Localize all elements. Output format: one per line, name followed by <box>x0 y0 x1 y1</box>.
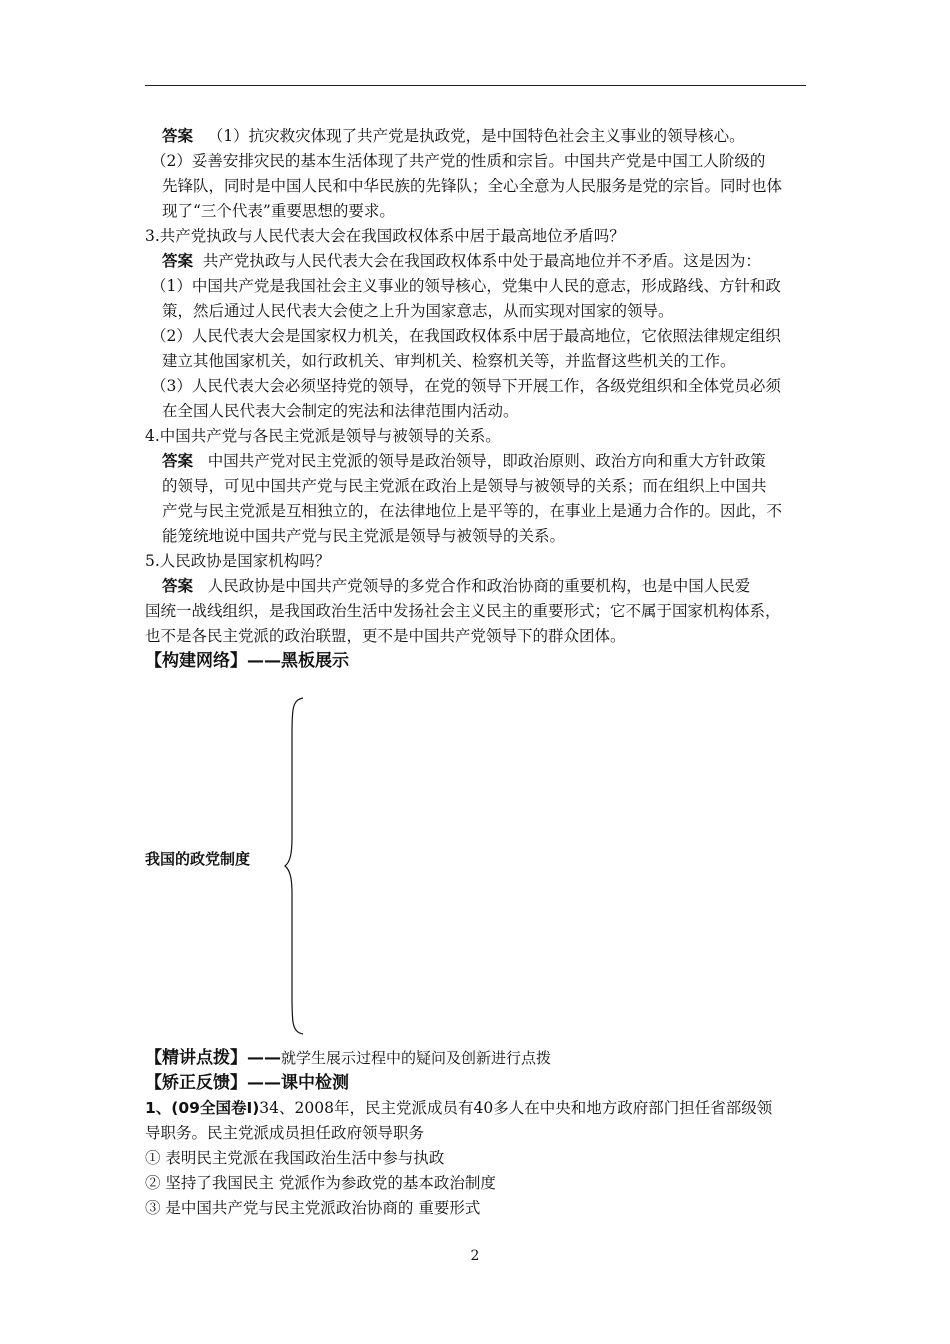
q3-answer-line: 答案 共产党执政与人民代表大会在我国政权体系中处于最高地位并不矛盾。这是因为： <box>162 252 761 270</box>
header-rule <box>145 85 806 86</box>
answer-label: 答案 <box>162 252 194 270</box>
exercise-stem-line-2: 导职务。民主党派成员担任政府领导职务 <box>145 1124 425 1142</box>
exercise-option-1: ① 表明民主党派在我国政治生活中参与执政 <box>145 1149 445 1167</box>
question-4: 4.中国共产党与各民主党派是领导与被领导的关系。 <box>145 427 501 445</box>
exercise-source: 1、(09全国卷Ⅰ) <box>145 1099 260 1117</box>
exercise-option-3: ③ 是中国共产党与民主党派政治协商的 重要形式 <box>145 1199 481 1217</box>
q3-point-2a: （2）人民代表大会是国家权力机关，在我国政权体系中居于最高地位，它依照法律规定组织 <box>151 327 781 345</box>
section-feedback-heading: 【矫正反馈】——课中检测 <box>145 1073 349 1093</box>
q5-answer-line-2: 国统一战线组织，是我国政治生活中发扬社会主义民主的重要形式；它不属于国家机构体系， <box>145 602 781 620</box>
answer-line-4: 现了“三个代表”重要思想的要求。 <box>162 202 395 220</box>
q3-point-3a: （3）人民代表大会必须坚持党的领导，在党的领导下开展工作，各级党组织和全体党员必须 <box>151 377 781 395</box>
question-3: 3.共产党执政与人民代表大会在我国政权体系中居于最高地位矛盾吗？ <box>145 227 625 245</box>
answer-line-1: 答案 （1）抗灾救灾体现了共产党是执政党，是中国特色社会主义事业的领导核心。 <box>162 127 745 145</box>
answer-label: 答案 <box>162 452 194 470</box>
section-explain-heading: 【精讲点拨】——就学生展示过程中的疑问及创新进行点拨 <box>145 1048 552 1068</box>
diagram-root-label: 我国的政党制度 <box>145 850 251 868</box>
answer-line-2: （2）妥善安排灾民的基本生活体现了共产党的性质和宗旨。中国共产党是中国工人阶级的 <box>151 152 766 170</box>
answer-line-3: 先锋队，同时是中国人民和中华民族的先锋队；全心全意为人民服务是党的宗旨。同时也体 <box>162 177 783 195</box>
curly-brace-icon <box>284 696 306 1036</box>
q4-answer-line-1: 答案 中国共产党对民主党派的领导是政治领导，即政治原则、政治方向和重大方针政策 <box>162 452 766 470</box>
exercise-option-2: ② 坚持了我国民主 党派作为参政党的基本政治制度 <box>145 1174 496 1192</box>
q3-point-2b: 建立其他国家机关，如行政机关、审判机关、检察机关等，并监督这些机关的工作。 <box>162 352 736 370</box>
exercise-stem-line-1: 1、(09全国卷Ⅰ)34、2008年，民主党派成员有40多人在中央和地方政府部门担任省部级领 <box>145 1099 773 1117</box>
q4-answer-line-2: 的领导，可见中国共产党与民主党派在政治上是领导与被领导的关系；而在组织上中国共 <box>162 477 767 495</box>
q4-answer-line-3: 产党与民主党派是互相独立的，在法律地位上是平等的，在事业上是通力合作的。因此，不 <box>162 502 783 520</box>
section-network-heading: 【构建网络】——黑板展示 <box>145 651 349 671</box>
q3-point-1b: 策，然后通过人民代表大会使之上升为国家意志，从而实现对国家的领导。 <box>162 302 674 320</box>
answer-label: 答案 <box>162 577 194 595</box>
q5-answer-line-3: 也不是各民主党派的政治联盟，更不是中国共产党领导下的群众团体。 <box>145 627 626 645</box>
answer-label: 答案 <box>162 127 194 145</box>
question-5: 5.人民政协是国家机构吗？ <box>145 552 331 570</box>
q3-point-3b: 在全国人民代表大会制定的宪法和法律范围内活动。 <box>162 402 519 420</box>
q4-answer-line-4: 能笼统地说中国共产党与民主党派是领导与被领导的关系。 <box>162 527 566 545</box>
q5-answer-line-1: 答案 人民政协是中国共产党领导的多党合作和政治协商的重要机构，也是中国人民爱 <box>162 577 751 595</box>
q3-point-1a: （1）中国共产党是我国社会主义事业的领导核心，党集中人民的意志，形成路线、方针和政 <box>151 277 781 295</box>
page-number: 2 <box>470 1248 480 1264</box>
